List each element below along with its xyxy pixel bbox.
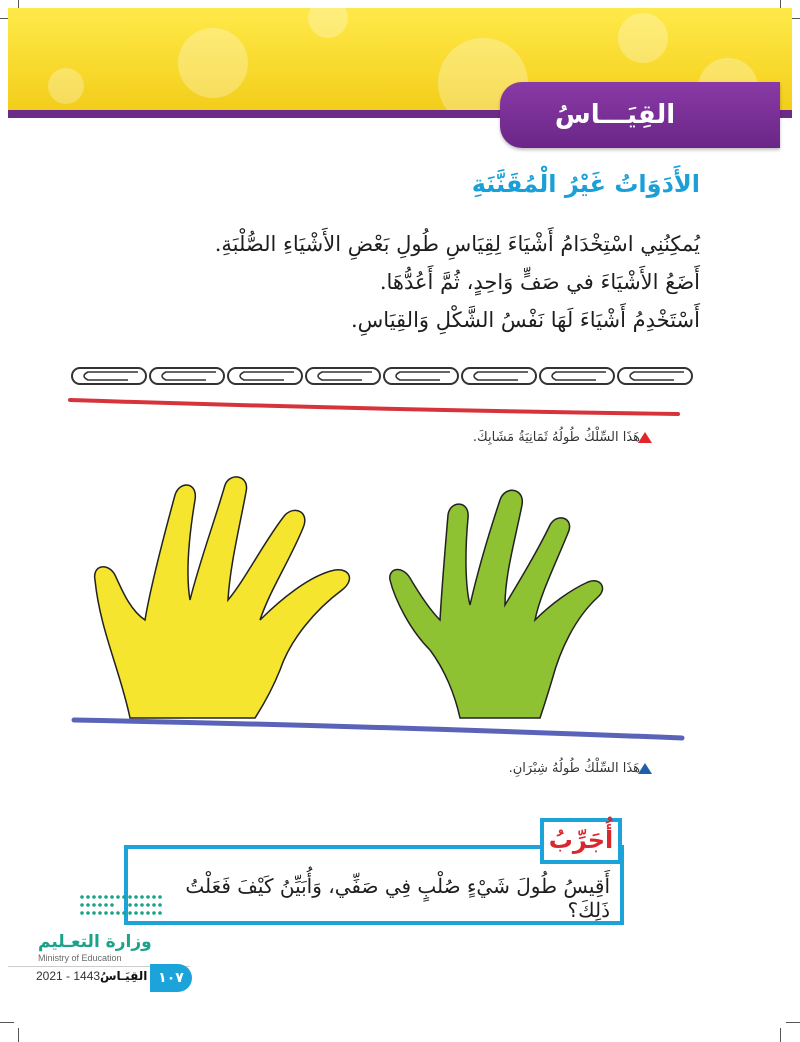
logo-dot [80, 911, 84, 915]
footer-unit-title: القِيَـاسُ [100, 969, 148, 983]
logo-dot [116, 895, 120, 899]
try-it-label: أُجَرِّبُ [548, 826, 614, 854]
logo-dot [152, 903, 156, 907]
logo-dot [140, 911, 144, 915]
crop-mark [18, 1028, 19, 1042]
logo-dot [98, 903, 102, 907]
logo-dot [86, 911, 90, 915]
paper-clip-inner [474, 372, 528, 380]
paper-clip [540, 368, 614, 384]
ministry-logo-icon [78, 892, 168, 922]
logo-dot [134, 903, 138, 907]
logo-dot [158, 895, 162, 899]
yellow-hand [95, 477, 350, 718]
logo-dot [98, 895, 102, 899]
paper-clip [228, 368, 302, 384]
logo-dot [116, 911, 120, 915]
paper-clip [462, 368, 536, 384]
logo-dot [122, 911, 126, 915]
paper-clip-inner [240, 372, 294, 380]
crop-mark [786, 1022, 800, 1023]
paper-clip [384, 368, 458, 384]
page-title: القِيَـــاسُ [554, 100, 676, 130]
page-number: ١٠٧ [158, 970, 184, 986]
paper-clip-inner [84, 372, 138, 380]
logo-dot [80, 903, 84, 907]
paper-clips-figure [60, 358, 700, 428]
logo-dot [140, 903, 144, 907]
logo-dot [110, 911, 114, 915]
figure1-caption: هَذَا السِّلْكُ طُولُهُ ثَمَانِيَةُ مَشَابِكَ. [472, 430, 640, 445]
caption-marker-icon [638, 432, 652, 443]
crop-mark [0, 1022, 14, 1023]
logo-dot [98, 911, 102, 915]
paragraph-line: أَضَعُ الأَشْيَاءَ في صَفٍّ وَاحِدٍ، ثُمَّ أَعُدُّهَا. [379, 270, 700, 294]
logo-dot [86, 903, 90, 907]
caption-marker-icon [638, 763, 652, 774]
logo-dot [104, 911, 108, 915]
paper-clip-inner [552, 372, 606, 380]
logo-dot [80, 895, 84, 899]
paper-clip-inner [162, 372, 216, 380]
logo-dot [134, 895, 138, 899]
section-heading: الأَدَوَاتُ غَيْرُ الْمُقَنَّنَةِ [471, 170, 700, 198]
logo-dot [152, 895, 156, 899]
paper-clip [618, 368, 692, 384]
logo-dot [86, 895, 90, 899]
hands-figure [60, 470, 700, 750]
try-it-text: أَقِيسُ طُولَ شَيْءٍ صُلْبٍ فِي صَفِّي، وَأُبَيِّنُ كَيْفَ فَعَلْتُ ذَلِكَ؟ [185, 874, 610, 922]
paragraph-line: يُمكِنُنِي اسْتِخْدَامُ أَشْيَاءَ لِقِيَاسِ طُولِ بَعْضِ الأَشْيَاءِ الصُّلْبَةِ. [214, 232, 700, 256]
blue-wire [74, 720, 682, 738]
crop-mark [780, 1028, 781, 1042]
logo-dot [140, 895, 144, 899]
paper-clip [306, 368, 380, 384]
footer-year: 2021 - 1443 [36, 969, 101, 983]
paper-clip-inner [318, 372, 372, 380]
logo-dot [110, 903, 114, 907]
logo-dot [110, 895, 114, 899]
logo-dot [146, 911, 150, 915]
logo-dot [128, 911, 132, 915]
logo-dot [128, 903, 132, 907]
paper-clip [72, 368, 146, 384]
paper-clip-inner [630, 372, 684, 380]
paper-clip-inner [396, 372, 450, 380]
red-wire [70, 400, 678, 414]
logo-dot [158, 911, 162, 915]
logo-dot [146, 903, 150, 907]
ministry-name-arabic: وزارة التعـليم [38, 932, 152, 952]
logo-dot [92, 911, 96, 915]
ministry-name-english: Ministry of Education [38, 953, 122, 963]
paper-clip [150, 368, 224, 384]
logo-dot [122, 895, 126, 899]
logo-dot [146, 895, 150, 899]
logo-dot [92, 903, 96, 907]
figure2-caption: هَذَا السِّلْكُ طُولُهُ شِبْرَانِ. [508, 761, 640, 776]
logo-dot [134, 911, 138, 915]
logo-dot [104, 895, 108, 899]
logo-dot [128, 895, 132, 899]
logo-dot [92, 895, 96, 899]
logo-dot [158, 903, 162, 907]
paragraph-line: أَسْتَخْدِمُ أَشْيَاءَ لَهَا نَفْسُ الشَّكْلِ وَالقِيَاسِ. [351, 308, 700, 332]
green-hand [390, 490, 603, 718]
logo-dot [104, 903, 108, 907]
logo-dot [152, 911, 156, 915]
